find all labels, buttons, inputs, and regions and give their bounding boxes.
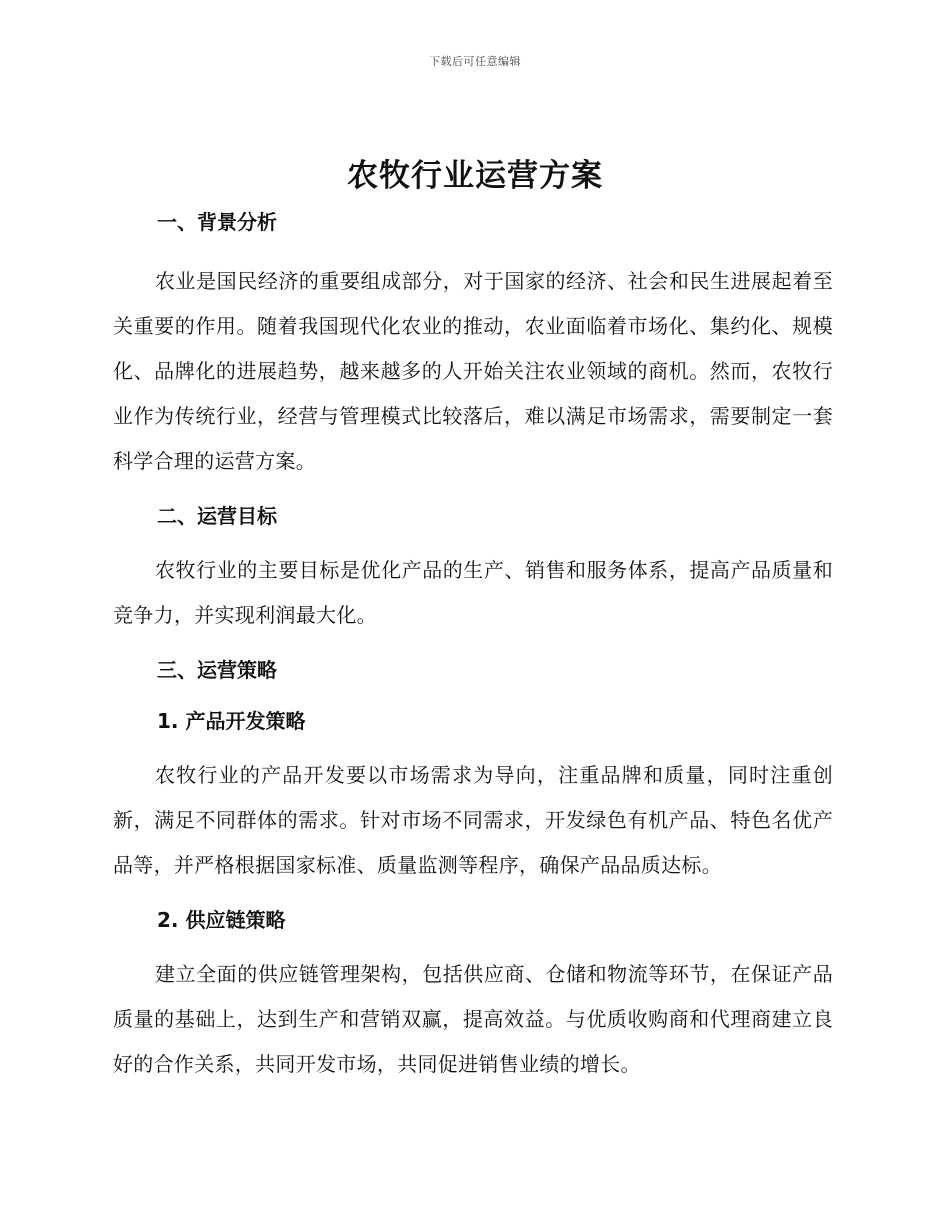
paragraph-goals: 农牧行业的主要目标是优化产品的生产、销售和服务体系，提高产品质量和竞争力，并实现利润最大化。: [113, 558, 833, 627]
section-heading-background: 一、背景分析: [157, 210, 277, 234]
paragraph-supply-chain: 建立全面的供应链管理架构，包括供应商、仓储和物流等环节，在保证产品质量的基础上，达到生产和营销双赢，提高效益。与优质收购商和代理商建立良好的合作关系，共同开发市场，共同促进销售业绩的增长。: [113, 962, 833, 1076]
section-heading-goals: 二、运营目标: [157, 504, 277, 528]
paragraph-product: 农牧行业的产品开发要以市场需求为导向，注重品牌和质量，同时注重创新，满足不同群体的需求。针对市场不同需求，开发绿色有机产品、特色名优产品等，并严格根据国家标准、质量监测等程序，确保产品品质达标。: [113, 763, 833, 877]
document-title: 农牧行业运营方案: [347, 158, 603, 194]
paragraph-background: 农业是国民经济的重要组成部分，对于国家的经济、社会和民生进展起着至关重要的作用。随着我国现代化农业的推动，农业面临着市场化、集约化、规模化、品牌化的进展趋势，越来越多的人开始关注农业领域的商机。然而，农牧行业作为传统行业，经营与管理模式比较落后，难以满足市场需求，需要制定一套科学合理的运营方案。: [113, 269, 833, 473]
section-heading-strategy: 三、运营策略: [157, 658, 277, 682]
header-note: 下载后可任意编辑: [429, 55, 521, 68]
subsection-heading-supply-chain: 2. 供应链策略: [157, 908, 286, 932]
subsection-heading-product: 1. 产品开发策略: [157, 709, 306, 733]
document-body: [113, 203, 833, 1087]
